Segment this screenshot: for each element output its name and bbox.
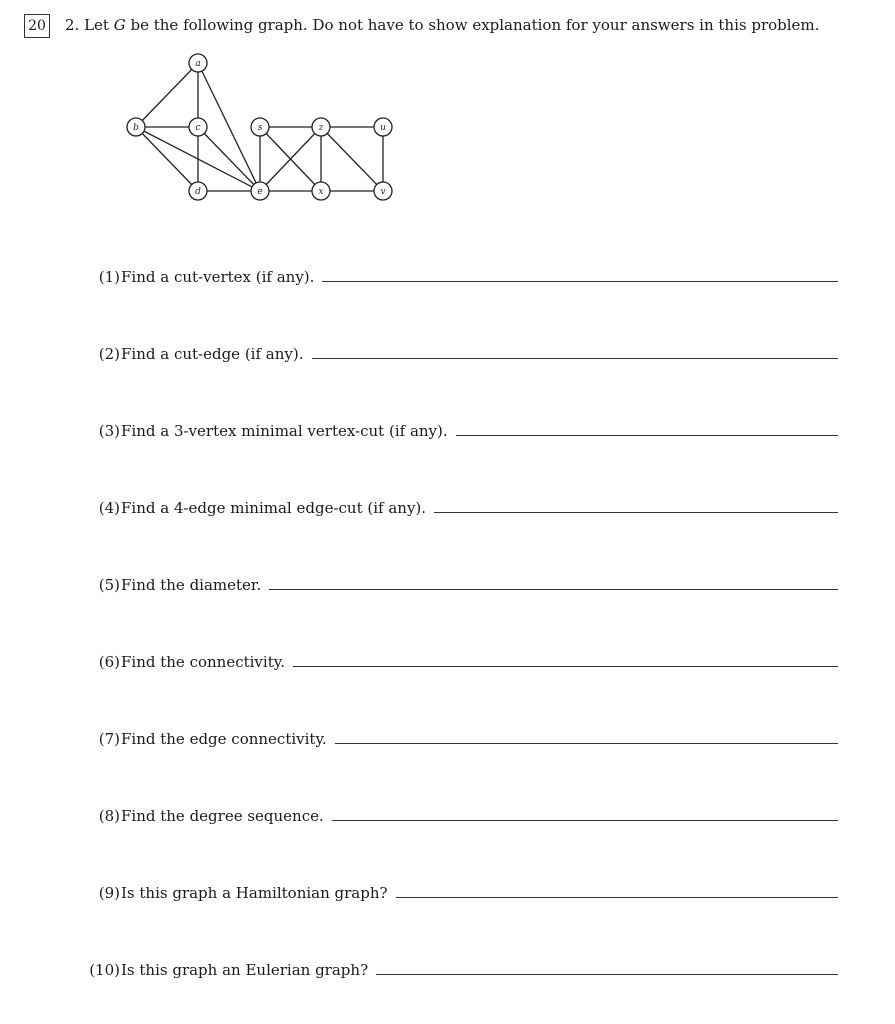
question-1 [84, 262, 838, 286]
answer-line[interactable] [293, 666, 838, 667]
question-3 [84, 416, 838, 440]
vertex-u [374, 118, 392, 136]
points-box: 20 [24, 14, 50, 38]
question-5 [84, 570, 838, 594]
vertex-s [251, 118, 269, 136]
question-number: (8) [98, 807, 120, 825]
vertex-label: c [195, 123, 201, 133]
question-text: Find the connectivity. [121, 653, 285, 671]
graph-variable: G [113, 16, 126, 34]
question-number: (3) [98, 422, 120, 440]
vertex-z [312, 118, 330, 136]
question-number: (5) [98, 576, 120, 594]
question-number: (6) [98, 653, 120, 671]
vertex-label: b [133, 123, 139, 133]
answer-line[interactable] [322, 281, 838, 282]
question-text: Find the diameter. [121, 576, 262, 594]
vertex-c [189, 118, 207, 136]
question-4 [84, 493, 838, 517]
vertex-a [189, 54, 207, 72]
question-text: Find the edge connectivity. [121, 730, 327, 748]
edge-a-b [136, 63, 198, 127]
question-2 [84, 339, 838, 363]
answer-line[interactable] [434, 512, 838, 513]
question-text: Find a 3-vertex minimal vertex-cut (if any). [121, 422, 448, 440]
edge-z-v [321, 127, 383, 191]
vertex-e [251, 182, 269, 200]
vertex-label: v [380, 187, 386, 197]
vertex-d [189, 182, 207, 200]
vertex-x [312, 182, 330, 200]
question-10 [84, 955, 838, 979]
answer-line[interactable] [312, 358, 839, 359]
answer-line[interactable] [456, 435, 838, 436]
question-text: Is this graph an Eulerian graph? [121, 961, 369, 979]
question-number: (2) [98, 345, 120, 363]
question-6 [84, 647, 838, 671]
vertex-label: a [195, 59, 201, 69]
question-number: (1) [98, 268, 120, 286]
question-8 [84, 801, 838, 825]
problem-statement [65, 16, 819, 34]
question-number: (7) [98, 730, 120, 748]
answer-line[interactable] [335, 743, 838, 744]
question-number: (4) [98, 499, 120, 517]
graph-svg [118, 50, 408, 210]
vertex-label: s [257, 123, 263, 133]
question-7 [84, 724, 838, 748]
vertex-label: d [195, 187, 201, 197]
question-text: Find a 4-edge minimal edge-cut (if any). [121, 499, 427, 517]
answer-line[interactable] [396, 897, 838, 898]
vertex-label: u [380, 123, 386, 133]
question-text: Find the degree sequence. [121, 807, 324, 825]
vertex-v [374, 182, 392, 200]
question-number: (9) [98, 884, 120, 902]
graph-figure [118, 50, 408, 210]
vertex-label: z [318, 123, 324, 133]
intro-text-a: Let [84, 16, 114, 34]
problem-number: 2. [65, 16, 80, 34]
question-text: Find a cut-edge (if any). [121, 345, 304, 363]
answer-line[interactable] [376, 974, 838, 975]
vertex-b [127, 118, 145, 136]
answer-line[interactable] [269, 589, 838, 590]
vertex-label: x [318, 187, 324, 197]
question-text: Find a cut-vertex (if any). [121, 268, 315, 286]
vertex-label: e [257, 187, 263, 197]
edge-b-d [136, 127, 198, 191]
question-number: (10) [89, 961, 120, 979]
edge-c-e [198, 127, 260, 191]
question-9 [84, 878, 838, 902]
answer-line[interactable] [332, 820, 838, 821]
intro-text-b: be the following graph. Do not have to show explanation for your answers in this problem. [125, 16, 820, 34]
question-text: Is this graph a Hamiltonian graph? [121, 884, 388, 902]
